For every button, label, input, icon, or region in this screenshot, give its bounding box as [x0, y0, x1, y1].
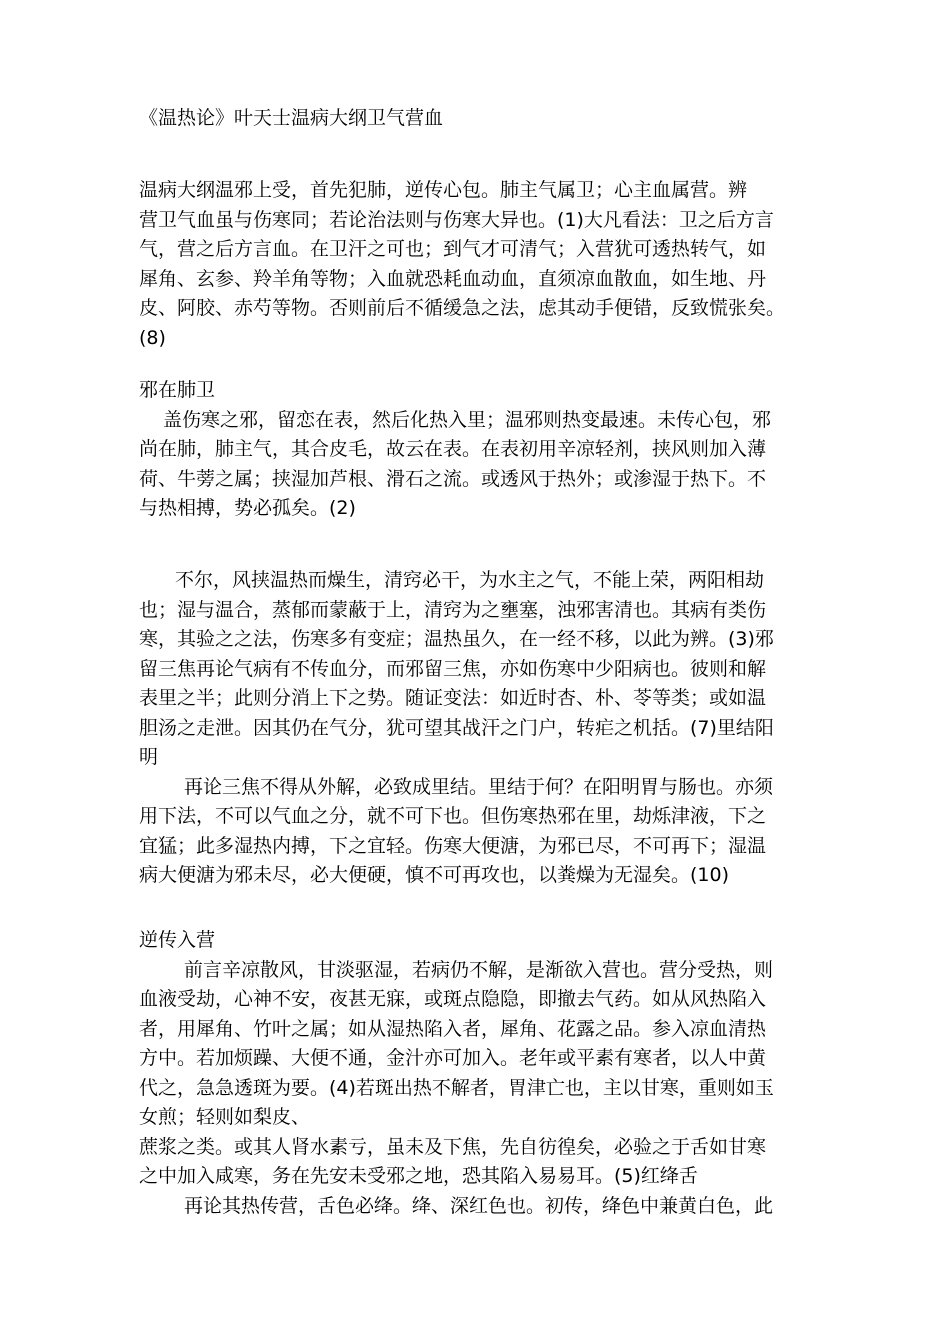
- paragraph-line: 血液受劫，心神不安，夜甚无寐，或斑点隐隐，即撤去气药。如从风热陷入: [139, 988, 767, 1010]
- paragraph-line: 与热相搏，势必孤矣。(2): [139, 497, 356, 519]
- paragraph-line: 蔗浆之类。或其人肾水素亏，虽未及下焦，先自彷徨矣，必验之于舌如甘寒: [139, 1135, 767, 1158]
- paragraph-line: 女煎；轻则如梨皮、: [139, 1106, 311, 1128]
- paragraph-line: 再论其热传营，舌色必绛。绛、深红色也。初传，绛色中兼黄白色，此: [184, 1194, 774, 1217]
- paragraph-line: 气，营之后方言血。在卫汗之可也；到气才可清气；入营犹可透热转气，如: [139, 238, 767, 260]
- section-reverse-ying: [139, 926, 823, 1221]
- paragraph-line: 温病大纲温邪上受，首先犯肺，逆传心包。肺主气属卫；心主血属营。辨: [139, 179, 748, 201]
- section-lung-wei: [139, 376, 823, 524]
- paragraph-line: 也；湿与温合，蒸郁而蒙蔽于上，清窍为之壅塞，浊邪害清也。其病有类伤: [139, 598, 767, 621]
- paragraph-line: 方中。若加烦躁、大便不通，金汁亦可加入。老年或平素有寒者，以人中黄: [139, 1047, 767, 1069]
- paragraph-line: 再论三焦不得从外解，必致成里结。里结于何？在阳明胃与肠也。亦须: [184, 775, 774, 798]
- paragraph-line: 营卫气血虽与伤寒同；若论治法则与伤寒大异也。(1)大凡看法：卫之后方言: [139, 208, 774, 231]
- paragraph-line: 表里之半；此则分消上下之势。随证变法：如近时杏、朴、苓等类；或如温: [139, 687, 767, 709]
- paragraph-line: 寒，其验之之法，伤寒多有变症；温热虽久，在一经不移，以此为辨。(3)邪: [139, 628, 774, 650]
- paragraph-line: (8): [139, 326, 166, 349]
- paragraph-line: 之中加入咸寒，务在先安未受邪之地，恐其陷入易易耳。(5)红绛舌: [139, 1165, 698, 1187]
- paragraph-line: 犀角、玄参、羚羊角等物；入血就恐耗血动血，直须凉血散血，如生地、丹: [139, 267, 767, 290]
- paragraph-line: 尚在肺，肺主气，其合皮毛，故云在表。在表初用辛凉轻剂，挟风则加入薄: [139, 438, 767, 460]
- paragraph-line: 用下法，不可以气血之分，就不可下也。但伤寒热邪在里，劫烁津液，下之: [139, 805, 767, 827]
- paragraph-line: 留三焦再论气病有不传血分，而邪留三焦，亦如伤寒中少阳病也。彼则和解: [139, 657, 767, 680]
- paragraph-line: 皮、阿胶、赤芍等物。否则前后不循缓急之法，虑其动手便错，反致慌张矣。: [139, 297, 786, 319]
- paragraph-line: 胆汤之走泄。因其仍在气分，犹可望其战汗之门户，转疟之机括。(7)里结阳: [139, 716, 774, 739]
- document-title: 《温热论》叶天士温病大纲卫气营血: [139, 107, 444, 129]
- paragraph-line: 代之，急急透斑为要。(4)若斑出热不解者，胃津亡也，主以甘寒，重则如玉: [139, 1076, 774, 1099]
- section-three-jiao: [139, 566, 823, 891]
- paragraph-line: 者，用犀角、竹叶之属；如从湿热陷入者，犀角、花露之品。参入凉血清热: [139, 1017, 767, 1040]
- section-outline: [139, 176, 823, 353]
- paragraph-line: 荷、牛蒡之属；挟湿加芦根、滑石之流。或透风于热外；或渗湿于热下。不: [139, 467, 767, 490]
- paragraph-line: 不尔，风挟温热而燥生，清窍必干，为水主之气，不能上荣，两阳相劫: [175, 569, 765, 591]
- section-heading: 逆传入营: [139, 929, 216, 951]
- paragraph-line: 盖伤寒之邪，留恋在表，然后化热入里；温邪则热变最速。未传心包，邪: [163, 408, 772, 431]
- paragraph-line: 明: [139, 746, 159, 768]
- paragraph-line: 病大便溏为邪未尽，必大便硬，慎不可再攻也，以粪燥为无湿矣。(10): [139, 864, 730, 886]
- section-heading: 邪在肺卫: [139, 379, 216, 401]
- paragraph-line: 前言辛凉散风，甘淡驱湿，若病仍不解，是渐欲入营也。营分受热，则: [184, 958, 774, 981]
- paragraph-line: 宜猛；此多湿热内搏，下之宜轻。伤寒大便溏，为邪已尽，不可再下；湿温: [139, 834, 767, 857]
